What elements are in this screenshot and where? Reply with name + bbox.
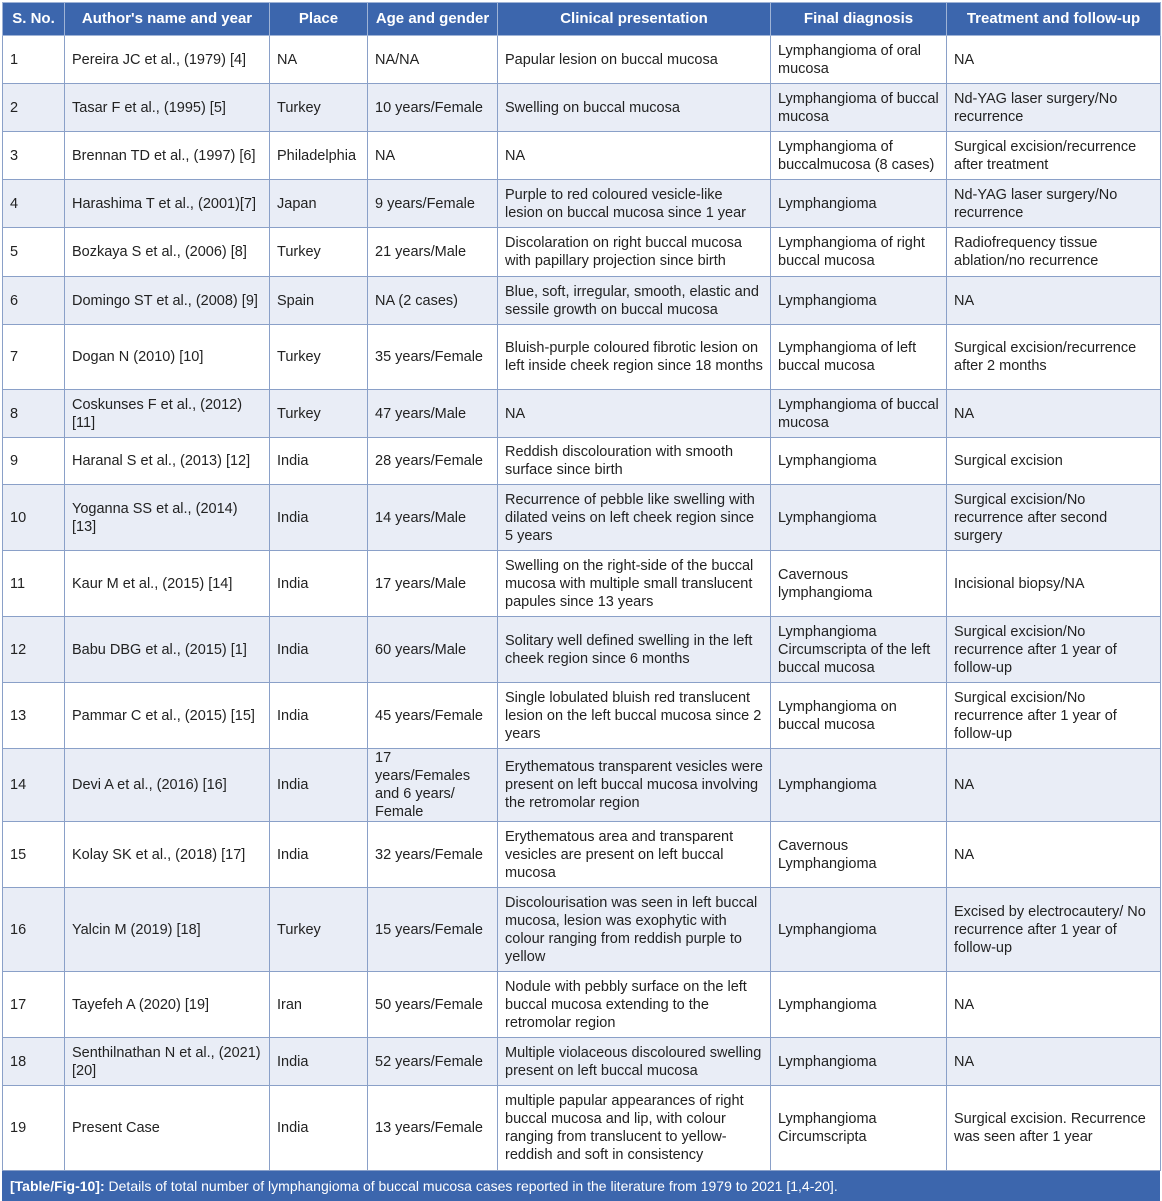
cell-treatment: Surgical excision. Recurrence was seen after 1 year (947, 1086, 1161, 1171)
cell-clinical: Single lobulated bluish red translucent lesion on the left buccal mucosa since 2 years (498, 683, 771, 749)
cell-treatment: Nd-YAG laser surgery/No recurrence (947, 84, 1161, 132)
cell-diagnosis: Lymphangioma Circumscripta (771, 1086, 947, 1171)
cell-sno: 4 (3, 180, 65, 228)
cell-treatment: Surgical excision/No recurrence after 1 year of follow-up (947, 617, 1161, 683)
table-row (3, 277, 1161, 325)
cell-author: Present Case (65, 1086, 270, 1171)
table-row (3, 485, 1161, 551)
table-row (3, 325, 1161, 390)
cell-author: Babu DBG et al., (2015) [1] (65, 617, 270, 683)
cell-clinical: Bluish-purple coloured fibrotic lesion on left inside cheek region since 18 months (498, 325, 771, 390)
table-row (3, 438, 1161, 485)
cell-diagnosis: Cavernous lymphangioma (771, 551, 947, 617)
cell-clinical: Erythematous area and transparent vesicles are present on left buccal mucosa (498, 822, 771, 888)
cell-place: Turkey (270, 888, 368, 972)
header-sno: S. No. (3, 3, 65, 36)
table-row (3, 1086, 1161, 1171)
table-caption (2, 1171, 1160, 1201)
cell-place: India (270, 551, 368, 617)
table-row (3, 683, 1161, 749)
cell-diagnosis: Lymphangioma of oral mucosa (771, 36, 947, 84)
cell-clinical: Erythematous transparent vesicles were present on left buccal mucosa involving the retromolar region (498, 749, 771, 822)
cell-sno: 1 (3, 36, 65, 84)
cell-place: Philadelphia (270, 132, 368, 180)
table-row (3, 749, 1161, 822)
cell-age-gender: 21 years/Male (368, 228, 498, 277)
cell-clinical: Recurrence of pebble like swelling with dilated veins on left cheek region since 5 years (498, 485, 771, 551)
table-row (3, 36, 1161, 84)
cell-clinical: Papular lesion on buccal mucosa (498, 36, 771, 84)
cell-diagnosis: Lymphangioma (771, 1038, 947, 1086)
cell-sno: 9 (3, 438, 65, 485)
cell-author: Kolay SK et al., (2018) [17] (65, 822, 270, 888)
cell-age-gender: 17 years/Male (368, 551, 498, 617)
cell-treatment: NA (947, 390, 1161, 438)
cell-sno: 10 (3, 485, 65, 551)
cell-age-gender: 28 years/Female (368, 438, 498, 485)
cell-treatment: Incisional biopsy/NA (947, 551, 1161, 617)
cell-treatment: NA (947, 972, 1161, 1038)
cell-age-gender: 17 years/Females and 6 years/ Female (368, 749, 498, 822)
cell-place: India (270, 438, 368, 485)
cell-clinical: NA (498, 132, 771, 180)
cell-age-gender: 45 years/Female (368, 683, 498, 749)
cell-age-gender: 47 years/Male (368, 390, 498, 438)
cell-diagnosis: Lymphangioma of right buccal mucosa (771, 228, 947, 277)
cell-author: Coskunses F et al., (2012) [11] (65, 390, 270, 438)
cell-place: India (270, 617, 368, 683)
table-row (3, 1038, 1161, 1086)
header-treatment: Treatment and follow-up (947, 3, 1161, 36)
cell-treatment: NA (947, 1038, 1161, 1086)
cell-age-gender: 13 years/Female (368, 1086, 498, 1171)
cell-diagnosis: Lymphangioma (771, 749, 947, 822)
header-clinical: Clinical presentation (498, 3, 771, 36)
cell-sno: 17 (3, 972, 65, 1038)
header-age-gender: Age and gender (368, 3, 498, 36)
cell-diagnosis: Lymphangioma Circumscripta of the left buccal mucosa (771, 617, 947, 683)
cell-sno: 19 (3, 1086, 65, 1171)
cell-treatment: Surgical excision/No recurrence after second surgery (947, 485, 1161, 551)
cell-treatment: Radiofrequency tissue ablation/no recurrence (947, 228, 1161, 277)
cell-clinical: Blue, soft, irregular, smooth, elastic and sessile growth on buccal mucosa (498, 277, 771, 325)
cell-age-gender: 50 years/Female (368, 972, 498, 1038)
cell-author: Pammar C et al., (2015) [15] (65, 683, 270, 749)
cell-author: Kaur M et al., (2015) [14] (65, 551, 270, 617)
cell-author: Yoganna SS et al., (2014) [13] (65, 485, 270, 551)
cell-age-gender: 32 years/Female (368, 822, 498, 888)
cell-clinical: NA (498, 390, 771, 438)
cell-place: NA (270, 36, 368, 84)
cell-sno: 13 (3, 683, 65, 749)
table-row (3, 972, 1161, 1038)
header-diagnosis: Final diagnosis (771, 3, 947, 36)
cell-clinical: Reddish discolouration with smooth surface since birth (498, 438, 771, 485)
cell-diagnosis: Lymphangioma on buccal mucosa (771, 683, 947, 749)
table-row (3, 888, 1161, 972)
cell-age-gender: 35 years/Female (368, 325, 498, 390)
header-author: Author's name and year (65, 3, 270, 36)
cell-sno: 16 (3, 888, 65, 972)
cell-diagnosis: Lymphangioma (771, 888, 947, 972)
cell-place: India (270, 749, 368, 822)
cell-author: Devi A et al., (2016) [16] (65, 749, 270, 822)
cell-sno: 7 (3, 325, 65, 390)
cell-author: Haranal S et al., (2013) [12] (65, 438, 270, 485)
cell-author: Pereira JC et al., (1979) [4] (65, 36, 270, 84)
cell-place: Turkey (270, 228, 368, 277)
cell-place: Turkey (270, 325, 368, 390)
cell-treatment: NA (947, 36, 1161, 84)
cell-author: Domingo ST et al., (2008) [9] (65, 277, 270, 325)
cell-diagnosis: Lymphangioma of buccal mucosa (771, 84, 947, 132)
cell-sno: 8 (3, 390, 65, 438)
cell-place: Japan (270, 180, 368, 228)
cell-clinical: Swelling on buccal mucosa (498, 84, 771, 132)
cell-diagnosis: Lymphangioma (771, 485, 947, 551)
table-row (3, 617, 1161, 683)
table-row (3, 84, 1161, 132)
cell-author: Dogan N (2010) [10] (65, 325, 270, 390)
cell-treatment: Surgical excision/recurrence after treatment (947, 132, 1161, 180)
cell-diagnosis: Cavernous Lymphangioma (771, 822, 947, 888)
table-row (3, 390, 1161, 438)
cell-treatment: Surgical excision (947, 438, 1161, 485)
cell-diagnosis: Lymphangioma (771, 180, 947, 228)
cell-diagnosis: Lymphangioma of left buccal mucosa (771, 325, 947, 390)
cell-diagnosis: Lymphangioma (771, 972, 947, 1038)
cell-author: Senthilnathan N et al., (2021) [20] (65, 1038, 270, 1086)
cell-place: India (270, 1086, 368, 1171)
cell-clinical: Discolaration on right buccal mucosa with papillary projection since birth (498, 228, 771, 277)
cell-sno: 11 (3, 551, 65, 617)
cell-sno: 14 (3, 749, 65, 822)
cell-clinical: Nodule with pebbly surface on the left buccal mucosa extending to the retromolar region (498, 972, 771, 1038)
table-row (3, 180, 1161, 228)
cell-author: Yalcin M (2019) [18] (65, 888, 270, 972)
cell-sno: 3 (3, 132, 65, 180)
cell-sno: 2 (3, 84, 65, 132)
caption-label: [Table/Fig-10]: (10, 1178, 105, 1194)
cell-place: Iran (270, 972, 368, 1038)
cell-sno: 15 (3, 822, 65, 888)
cell-age-gender: NA (368, 132, 498, 180)
cell-treatment: NA (947, 749, 1161, 822)
cell-place: Spain (270, 277, 368, 325)
literature-table-container (2, 2, 1160, 1201)
cell-clinical: Swelling on the right-side of the buccal mucosa with multiple small translucent papules since 13 years (498, 551, 771, 617)
cell-sno: 6 (3, 277, 65, 325)
table-row (3, 228, 1161, 277)
cell-place: India (270, 485, 368, 551)
literature-table (2, 2, 1161, 1171)
table-body (3, 36, 1161, 1171)
cell-age-gender: NA/NA (368, 36, 498, 84)
cell-place: India (270, 822, 368, 888)
cell-clinical: Purple to red coloured vesicle-like lesion on buccal mucosa since 1 year (498, 180, 771, 228)
cell-sno: 5 (3, 228, 65, 277)
cell-age-gender: 52 years/Female (368, 1038, 498, 1086)
cell-age-gender: 10 years/Female (368, 84, 498, 132)
cell-author: Harashima T et al., (2001)[7] (65, 180, 270, 228)
header-place: Place (270, 3, 368, 36)
cell-age-gender: 14 years/Male (368, 485, 498, 551)
cell-diagnosis: Lymphangioma of buccal mucosa (771, 390, 947, 438)
cell-treatment: NA (947, 822, 1161, 888)
cell-treatment: Surgical excision/recurrence after 2 months (947, 325, 1161, 390)
cell-author: Brennan TD et al., (1997) [6] (65, 132, 270, 180)
cell-age-gender: NA (2 cases) (368, 277, 498, 325)
table-row (3, 551, 1161, 617)
cell-place: Turkey (270, 84, 368, 132)
cell-diagnosis: Lymphangioma of buccalmucosa (8 cases) (771, 132, 947, 180)
cell-treatment: Surgical excision/No recurrence after 1 year of follow-up (947, 683, 1161, 749)
cell-treatment: Nd-YAG laser surgery/No recurrence (947, 180, 1161, 228)
cell-diagnosis: Lymphangioma (771, 438, 947, 485)
cell-clinical: Solitary well defined swelling in the left cheek region since 6 months (498, 617, 771, 683)
cell-author: Tasar F et al., (1995) [5] (65, 84, 270, 132)
table-header-row (3, 3, 1161, 36)
cell-author: Tayefeh A (2020) [19] (65, 972, 270, 1038)
cell-treatment: NA (947, 277, 1161, 325)
cell-treatment: Excised by electrocautery/ No recurrence after 1 year of follow-up (947, 888, 1161, 972)
cell-clinical: multiple papular appearances of right buccal mucosa and lip, with colour ranging from translucent to yellow-reddish and soft in consistency (498, 1086, 771, 1171)
cell-clinical: Discolourisation was seen in left buccal mucosa, lesion was exophytic with colour ranging from reddish purple to yellow (498, 888, 771, 972)
cell-age-gender: 60 years/Male (368, 617, 498, 683)
caption-text: Details of total number of lymphangioma of buccal mucosa cases reported in the literature from 1979 to 2021 [1,4-20]. (104, 1178, 838, 1194)
cell-diagnosis: Lymphangioma (771, 277, 947, 325)
cell-age-gender: 15 years/Female (368, 888, 498, 972)
cell-sno: 12 (3, 617, 65, 683)
cell-clinical: Multiple violaceous discoloured swelling present on left buccal mucosa (498, 1038, 771, 1086)
cell-place: Turkey (270, 390, 368, 438)
table-row (3, 132, 1161, 180)
cell-sno: 18 (3, 1038, 65, 1086)
table-row (3, 822, 1161, 888)
cell-place: India (270, 1038, 368, 1086)
cell-author: Bozkaya S et al., (2006) [8] (65, 228, 270, 277)
cell-place: India (270, 683, 368, 749)
cell-age-gender: 9 years/Female (368, 180, 498, 228)
